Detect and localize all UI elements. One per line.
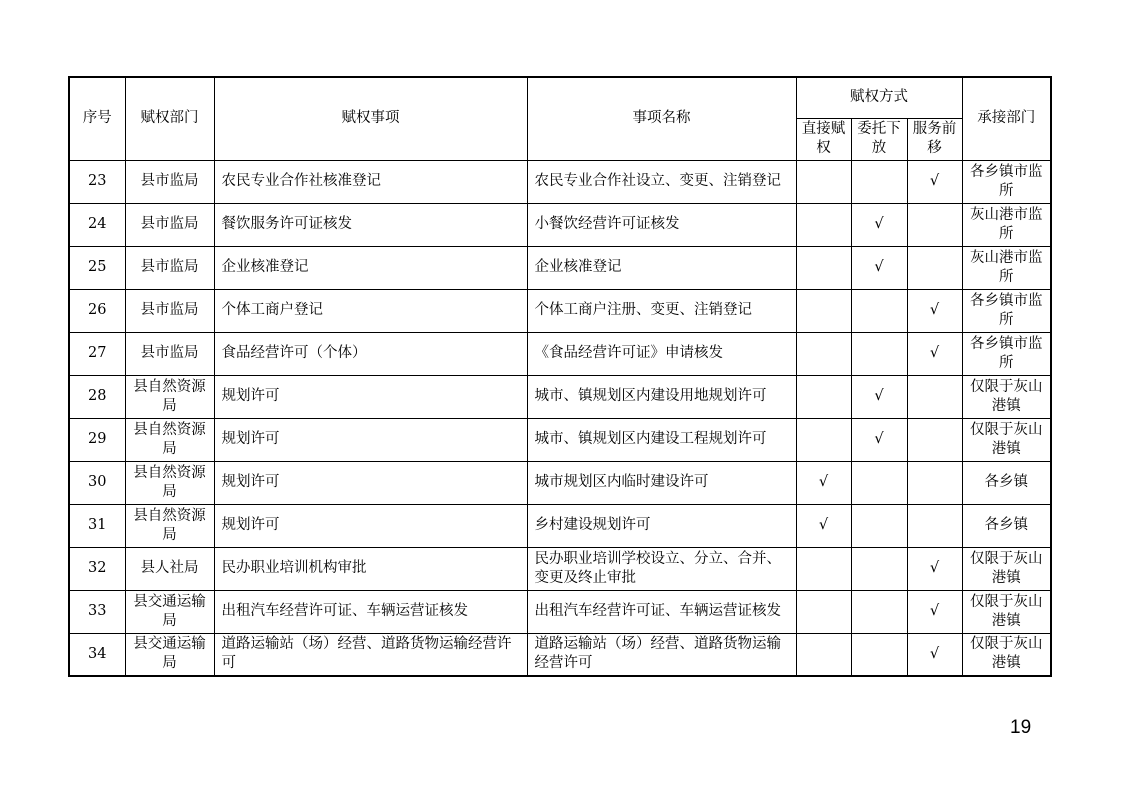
header-method-entrust: 委托下放 <box>851 118 907 160</box>
cell-seq: 25 <box>69 246 125 289</box>
cell-receiver: 各乡镇 <box>962 504 1051 547</box>
cell-department: 县自然资源局 <box>125 461 214 504</box>
cell-receiver: 各乡镇市监所 <box>962 332 1051 375</box>
cell-service: √ <box>907 633 962 676</box>
cell-entrust <box>851 289 907 332</box>
cell-direct <box>796 418 851 461</box>
cell-receiver: 仅限于灰山港镇 <box>962 590 1051 633</box>
header-method-service: 服务前移 <box>907 118 962 160</box>
cell-entrust <box>851 332 907 375</box>
cell-service <box>907 203 962 246</box>
cell-service <box>907 418 962 461</box>
table-row <box>69 633 1051 676</box>
cell-matter: 民办职业培训机构审批 <box>214 547 527 590</box>
table-row <box>69 289 1051 332</box>
cell-service <box>907 461 962 504</box>
cell-department: 县自然资源局 <box>125 375 214 418</box>
cell-matter: 出租汽车经营许可证、车辆运营证核发 <box>214 590 527 633</box>
cell-receiver: 仅限于灰山港镇 <box>962 375 1051 418</box>
cell-receiver: 仅限于灰山港镇 <box>962 633 1051 676</box>
cell-seq: 31 <box>69 504 125 547</box>
cell-department: 县市监局 <box>125 289 214 332</box>
cell-name: 农民专业合作社设立、变更、注销登记 <box>527 160 796 203</box>
cell-service: √ <box>907 547 962 590</box>
table-row <box>69 375 1051 418</box>
authorization-table <box>68 76 1052 677</box>
page-number: 19 <box>1010 717 1032 738</box>
table-row <box>69 461 1051 504</box>
cell-department: 县自然资源局 <box>125 418 214 461</box>
cell-entrust <box>851 160 907 203</box>
cell-name: 小餐饮经营许可证核发 <box>527 203 796 246</box>
cell-department: 县市监局 <box>125 203 214 246</box>
cell-name: 个体工商户注册、变更、注销登记 <box>527 289 796 332</box>
cell-direct <box>796 246 851 289</box>
cell-seq: 26 <box>69 289 125 332</box>
cell-name: 城市规划区内临时建设许可 <box>527 461 796 504</box>
cell-receiver: 仅限于灰山港镇 <box>962 547 1051 590</box>
cell-entrust <box>851 547 907 590</box>
header-matter: 赋权事项 <box>214 77 527 160</box>
cell-department: 县市监局 <box>125 246 214 289</box>
cell-name: 城市、镇规划区内建设用地规划许可 <box>527 375 796 418</box>
cell-receiver: 仅限于灰山港镇 <box>962 418 1051 461</box>
cell-direct: √ <box>796 504 851 547</box>
cell-entrust: √ <box>851 203 907 246</box>
cell-entrust: √ <box>851 246 907 289</box>
cell-service <box>907 504 962 547</box>
cell-direct: √ <box>796 461 851 504</box>
cell-direct <box>796 289 851 332</box>
cell-service: √ <box>907 332 962 375</box>
table-row <box>69 590 1051 633</box>
header-seq: 序号 <box>69 77 125 160</box>
cell-receiver: 各乡镇市监所 <box>962 160 1051 203</box>
cell-matter: 餐饮服务许可证核发 <box>214 203 527 246</box>
cell-service <box>907 375 962 418</box>
cell-entrust <box>851 590 907 633</box>
cell-seq: 27 <box>69 332 125 375</box>
cell-direct <box>796 160 851 203</box>
header-row <box>69 77 1051 118</box>
cell-department: 县交通运输局 <box>125 633 214 676</box>
cell-seq: 29 <box>69 418 125 461</box>
cell-seq: 34 <box>69 633 125 676</box>
table-row <box>69 160 1051 203</box>
cell-matter: 规划许可 <box>214 504 527 547</box>
cell-direct <box>796 633 851 676</box>
cell-receiver: 灰山港市监所 <box>962 246 1051 289</box>
cell-entrust <box>851 461 907 504</box>
cell-name: 民办职业培训学校设立、分立、合并、变更及终止审批 <box>527 547 796 590</box>
cell-department: 县自然资源局 <box>125 504 214 547</box>
cell-name: 企业核准登记 <box>527 246 796 289</box>
cell-receiver: 灰山港市监所 <box>962 203 1051 246</box>
cell-direct <box>796 203 851 246</box>
cell-entrust: √ <box>851 418 907 461</box>
cell-name: 城市、镇规划区内建设工程规划许可 <box>527 418 796 461</box>
table-body <box>69 160 1051 676</box>
header-receiver: 承接部门 <box>962 77 1051 160</box>
cell-name: 道路运输站（场）经营、道路货物运输经营许可 <box>527 633 796 676</box>
cell-service: √ <box>907 289 962 332</box>
cell-entrust: √ <box>851 375 907 418</box>
cell-matter: 农民专业合作社核准登记 <box>214 160 527 203</box>
cell-direct <box>796 332 851 375</box>
cell-direct <box>796 375 851 418</box>
cell-matter: 道路运输站（场）经营、道路货物运输经营许可 <box>214 633 527 676</box>
cell-name: 《食品经营许可证》申请核发 <box>527 332 796 375</box>
cell-service: √ <box>907 590 962 633</box>
cell-seq: 23 <box>69 160 125 203</box>
cell-seq: 32 <box>69 547 125 590</box>
cell-seq: 28 <box>69 375 125 418</box>
cell-name: 出租汽车经营许可证、车辆运营证核发 <box>527 590 796 633</box>
table-row <box>69 547 1051 590</box>
cell-direct <box>796 547 851 590</box>
table-row <box>69 246 1051 289</box>
header-name: 事项名称 <box>527 77 796 160</box>
header-department: 赋权部门 <box>125 77 214 160</box>
cell-matter: 规划许可 <box>214 461 527 504</box>
cell-department: 县市监局 <box>125 332 214 375</box>
cell-department: 县交通运输局 <box>125 590 214 633</box>
cell-matter: 规划许可 <box>214 375 527 418</box>
cell-matter: 个体工商户登记 <box>214 289 527 332</box>
header-method-direct: 直接赋权 <box>796 118 851 160</box>
cell-department: 县人社局 <box>125 547 214 590</box>
cell-service <box>907 246 962 289</box>
cell-service: √ <box>907 160 962 203</box>
table-row <box>69 332 1051 375</box>
table-row <box>69 504 1051 547</box>
header-method: 赋权方式 <box>796 77 962 118</box>
cell-matter: 食品经营许可（个体） <box>214 332 527 375</box>
cell-entrust <box>851 504 907 547</box>
cell-name: 乡村建设规划许可 <box>527 504 796 547</box>
cell-seq: 24 <box>69 203 125 246</box>
cell-receiver: 各乡镇 <box>962 461 1051 504</box>
cell-direct <box>796 590 851 633</box>
table-row <box>69 418 1051 461</box>
cell-receiver: 各乡镇市监所 <box>962 289 1051 332</box>
cell-entrust <box>851 633 907 676</box>
cell-department: 县市监局 <box>125 160 214 203</box>
cell-seq: 30 <box>69 461 125 504</box>
table-row <box>69 203 1051 246</box>
cell-matter: 规划许可 <box>214 418 527 461</box>
cell-matter: 企业核准登记 <box>214 246 527 289</box>
cell-seq: 33 <box>69 590 125 633</box>
